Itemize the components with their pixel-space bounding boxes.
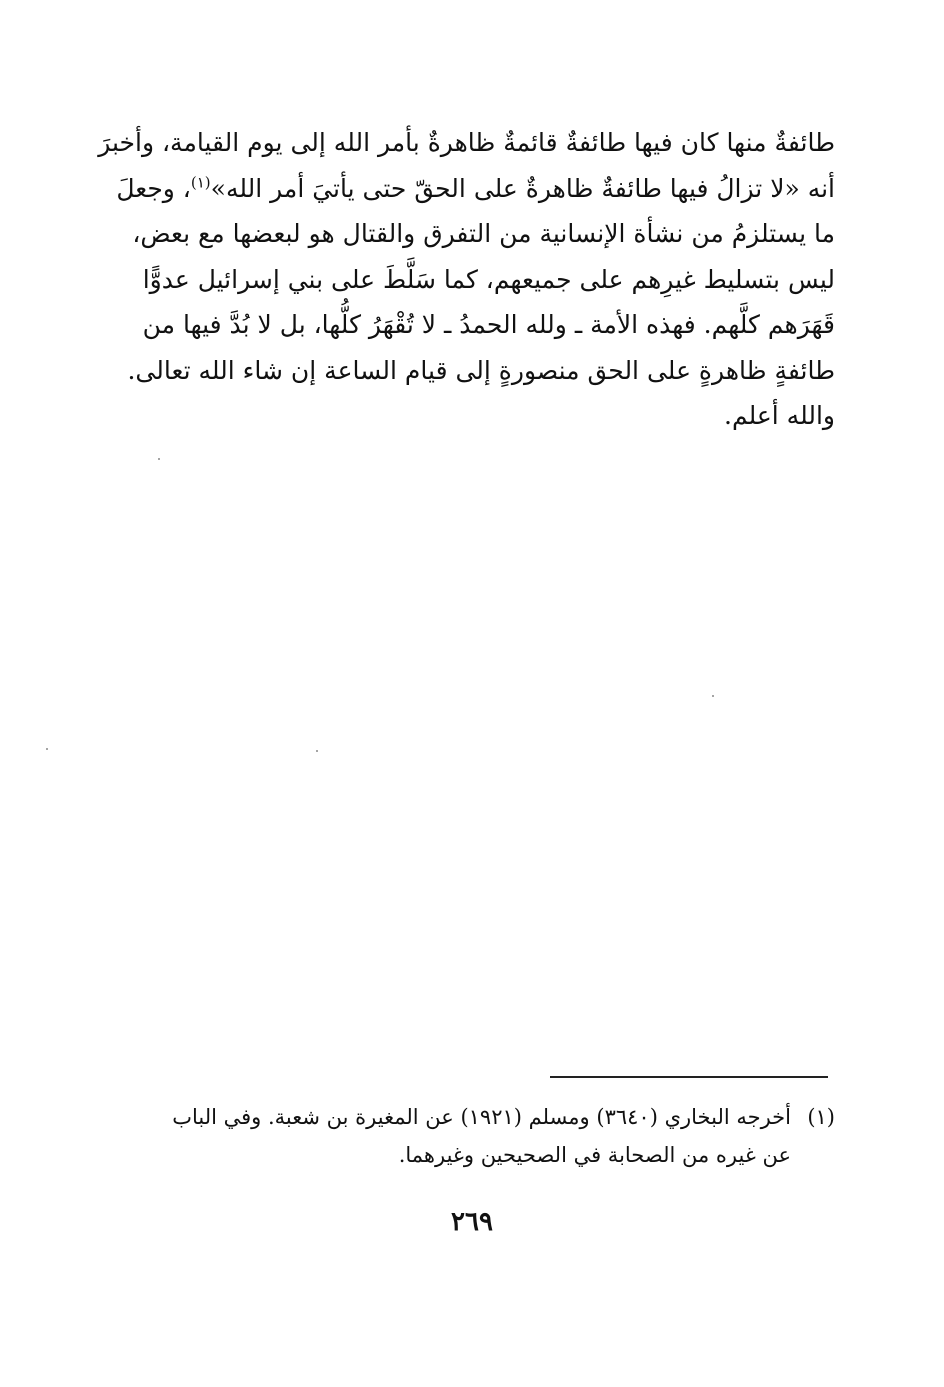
text-line-2 <box>110 166 835 212</box>
scan-speck <box>316 750 318 752</box>
scan-speck <box>712 695 714 697</box>
text-line-1: طائفةٌ منها كان فيها طائفةٌ قائمةٌ ظاهرةٌ بأمر الله إلى يوم القيامة، وأخبرَ <box>98 128 835 157</box>
main-text-block <box>98 120 835 439</box>
footnote-line-1 <box>100 1098 835 1136</box>
text-line-2-main: أنه «لا تزالُ فيها طائفةٌ ظاهرةٌ على الحقّ حتى يأتيَ أمر الله» <box>210 173 835 203</box>
scan-speck <box>158 458 160 460</box>
text-line-3: ما يستلزمُ من نشأة الإنسانية من التفرق والقتال هو لبعضها مع بعض، <box>132 219 835 248</box>
page-number: ٢٦٩ <box>451 1207 493 1237</box>
footnote-text-1: أخرجه البخاري (٣٦٤٠) ومسلم (١٩٢١) عن المغيرة بن شعبة. وفي الباب <box>172 1105 791 1129</box>
text-line-2-tail: ، وجعلَ <box>116 173 191 203</box>
footnote-block <box>100 1098 835 1174</box>
footnote-reference[interactable]: (١) <box>190 173 211 192</box>
footnote-line-2 <box>100 1136 835 1174</box>
text-line-7: والله أعلم. <box>724 401 835 430</box>
scan-speck <box>46 748 48 750</box>
footnote-marker: (١) <box>807 1105 835 1129</box>
footnote-text-2: عن غيره من الصحابة في الصحيحين وغيرهما. <box>398 1143 791 1167</box>
text-line-4: ليس بتسليط غيرِهم على جميعهم، كما سَلَّطَ على بني إسرائيل عدوًّا <box>142 264 835 294</box>
text-line-6: طائفةٍ ظاهرةٍ على الحق منصورةٍ إلى قيام الساعة إن شاء الله تعالى. <box>127 355 835 385</box>
footnote-separator <box>550 1076 828 1078</box>
text-line-5: قَهَرَهم كلَّهم. فهذه الأمة ـ ولله الحمدُ ـ لا تُقْهَرُ كلُّها، بل لا بُدَّ فيها من <box>142 310 835 339</box>
